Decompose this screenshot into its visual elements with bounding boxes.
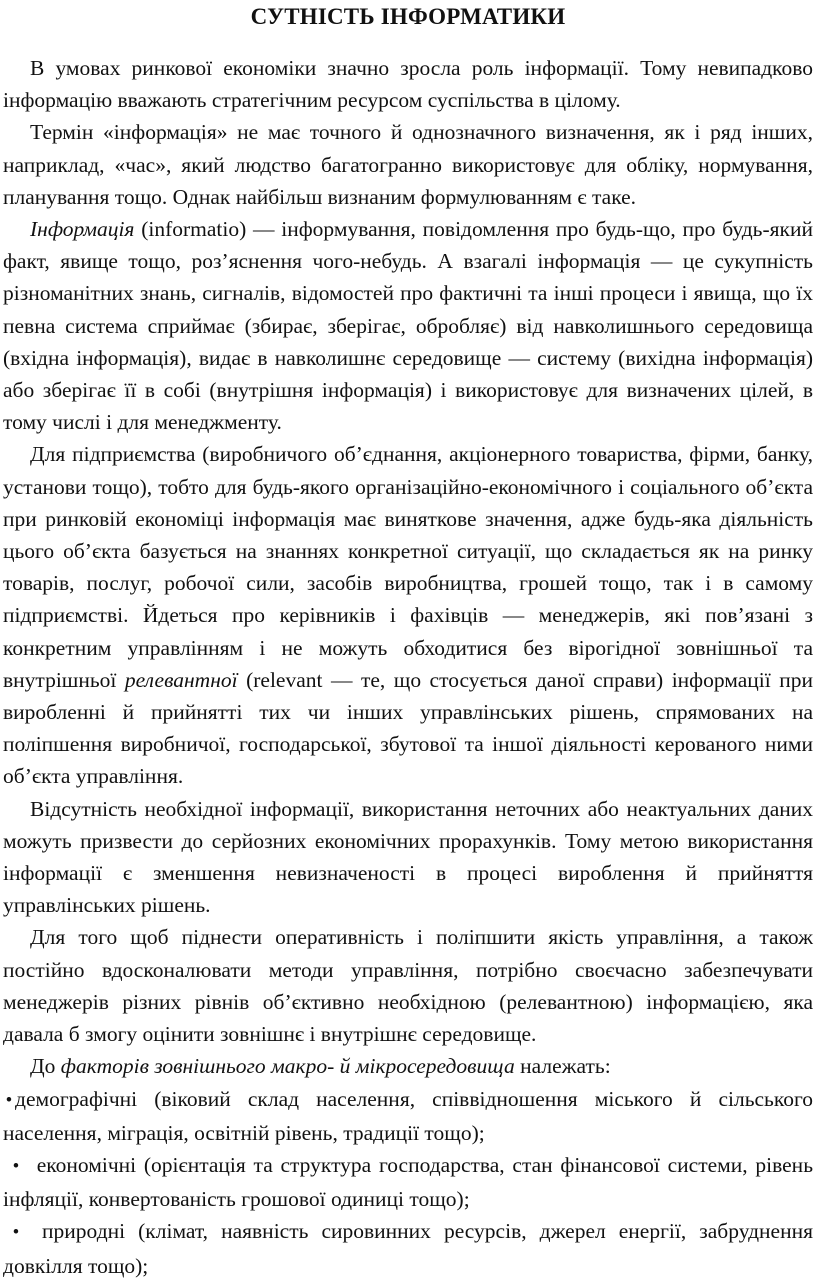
paragraph-management-efficiency: Для того щоб піднести оперативність і поліпшити якість управління, а також постійно вдосконалювати методи управління, потрібно своєчасно забезпечувати менеджерів різних рівнів об’єктивно необхідною (релевантною) інформацією, яка давала б змогу оцінити зовнішнє і внутрішнє середовище.	[3, 925, 813, 1047]
paragraph-lack-of-information: Відсутність необхідної інформації, використання неточних або неактуальних даних можуть призвести до серйозних економічних прорахунків. Тому метою використання інформації є зменшення невизначеності в процесі вироблення й прийняття управлінських рішень.	[3, 796, 813, 918]
document-title: СУТНІСТЬ ІНФОРМАТИКИ	[250, 4, 566, 29]
bullet-icon: •	[5, 1089, 13, 1111]
paragraph-factors-intro	[3, 1050, 813, 1082]
factors-intro-prefix: До	[30, 1054, 61, 1079]
list-item	[3, 1083, 813, 1149]
paragraph-information-definition-text: (informatio) — інформування, повідомлення про будь-що, про будь-який факт, явище тощо, роз’яснення чого-небудь. А взагалі інформація — це сукупність різноманітних знань, сигналів, відомостей про фактичні та інші процеси і явища, що їх певна система сприймає (збирає, зберігає, обробляє) від навколишнього середовища (вхідна інформація), видає в навколишнє середовище — систему (вихідна інформація) або зберігає її в собі (внутрішня інформація) і використовує для визначених цілей, в тому числі і для менеджменту.	[3, 217, 813, 435]
list-item-text: демографічні (віковий склад населення, співвідношення міського й сільського населення, міграція, освітній рівень, традиції тощо);	[3, 1086, 813, 1145]
bullet-icon: •	[12, 1155, 20, 1177]
bullet-icon: •	[12, 1222, 20, 1244]
list-item	[3, 1215, 813, 1281]
paragraph-enterprise-text-b: (relevant — те, що стосується даної справи) інформації при виробленні й прийнятті тих чи інших управлінських рішень, спрямованих на поліпшення виробничої, господарської, збутової та іншої діяльності керованого ними об’єкта управління.	[3, 667, 813, 789]
list-item-text: економічні (орієнтація та структура господарства, стан фінансової системи, рівень інфляції, конвертованість грошової одиниці тощо);	[3, 1152, 813, 1212]
term-factors: факторів зовнішнього макро- й мікросередовища	[60, 1054, 515, 1079]
list-item	[3, 1149, 813, 1215]
term-relevant: релевантної	[124, 667, 238, 692]
paragraph-term-definition: Термін «інформація» не має точного й однозначного визначення, як і ряд інших, наприклад, «час», який людство багатогранно використовує для обліку, нормування, планування тощо. Однак найбільш визнаним формулюванням є таке.	[3, 120, 813, 209]
factors-intro-suffix: належать:	[514, 1054, 611, 1079]
paragraph-enterprise-information	[3, 438, 813, 792]
paragraph-information-definition	[3, 213, 813, 438]
list-item-text: природні (клімат, наявність сировинних ресурсів, джерел енергії, забруднення довкілля тощо);	[3, 1219, 813, 1278]
paragraph-role-of-information: В умовах ринкової економіки значно зросла роль інформації. Тому невипадково інформацію вважають стратегічним ресурсом суспільства в цілому.	[3, 56, 813, 113]
paragraph-enterprise-text-a: Для підприємства (виробничого об’єднання, акціонерного товариства, фірми, банку, установи тощо), тобто для будь-якого організаційно-економічного і соціального об’єкта при ринковій економіці інформація має виняткове значення, адже будь-яка діяльність цього об’єкта базується на знаннях конкретної ситуації, що складається як на ринку товарів, послуг, робочої сили, засобів виробництва, грошей тощо, так і в самому підприємстві. Йдеться про керівників і фахівців — менеджерів, які пов’язані з конкретним управлінням і не можуть обходитися без вірогідної зовнішньої та внутрішньої	[3, 442, 813, 692]
term-information: Інформація	[30, 217, 135, 242]
